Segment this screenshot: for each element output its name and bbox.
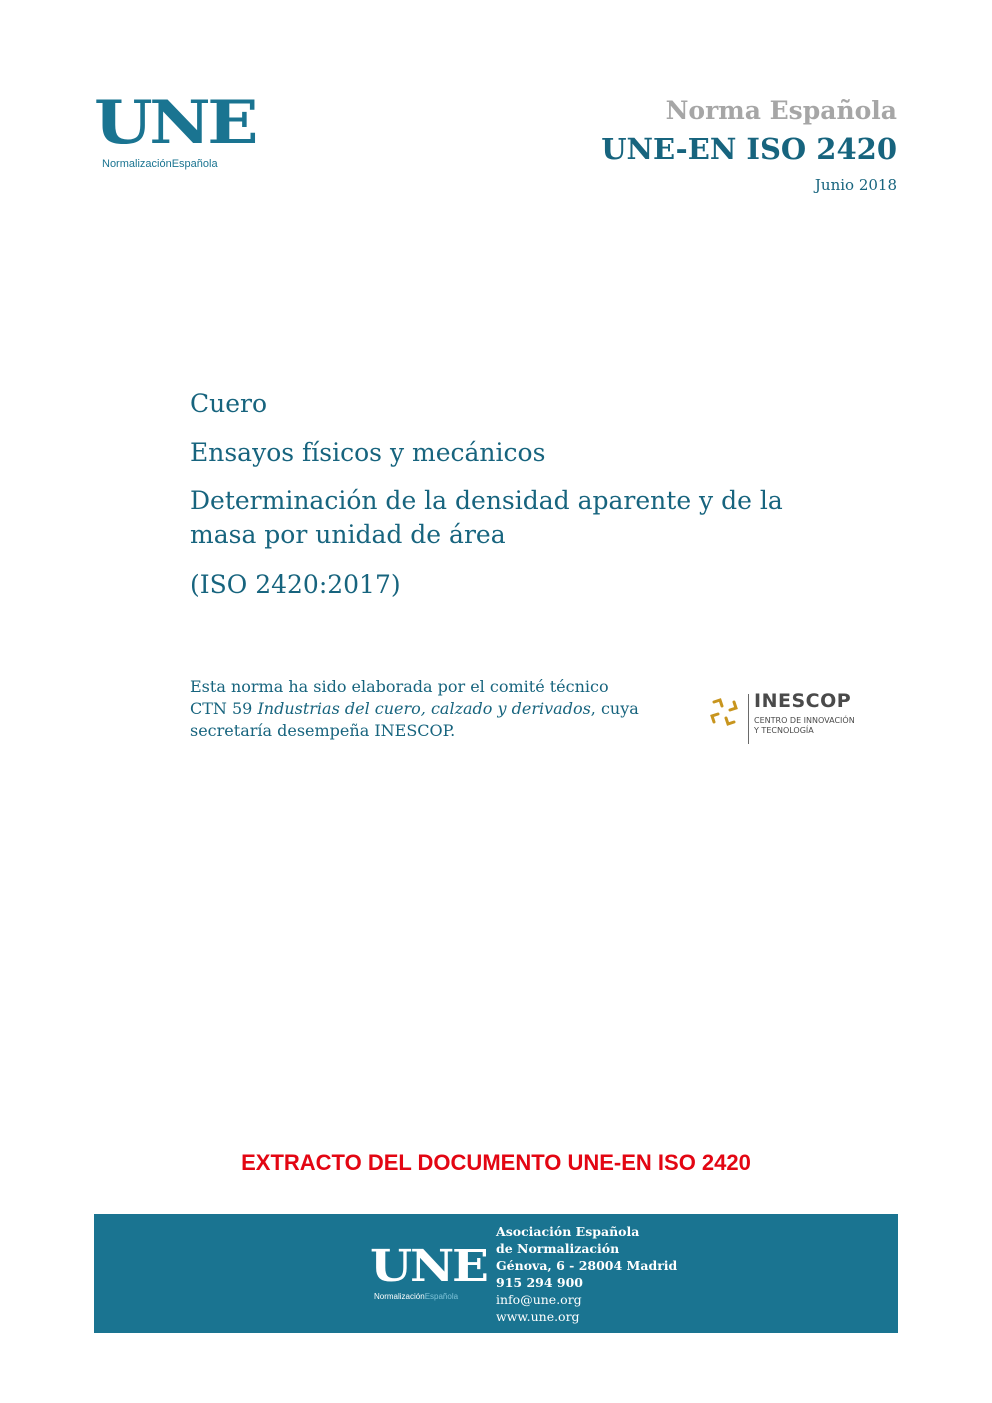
inescop-tagline-2: Y TECNOLOGÍA (754, 726, 814, 735)
inescop-tagline-1: CENTRO DE INNOVACIÓN (754, 716, 855, 725)
title-main: Determinación de la densidad aparente y de la masa por unidad de área (190, 486, 783, 549)
title-iso-reference: (ISO 2420:2017) (190, 570, 401, 599)
norma-code: UNE-EN ISO 2420 (601, 132, 897, 166)
une-logo-tagline (102, 158, 218, 170)
inescop-logo (708, 692, 888, 748)
norma-label: Norma Española (665, 96, 897, 125)
address: Génova, 6 - 28004 Madrid (496, 1258, 678, 1273)
org-name-line1: Asociación Española (496, 1224, 640, 1239)
tagline-part1: Normalización (102, 158, 172, 170)
email-link[interactable]: info@une.org (496, 1292, 582, 1307)
committee-statement (190, 676, 660, 742)
inescop-mark-icon (708, 696, 740, 728)
org-name-line2: de Normalización (496, 1241, 620, 1256)
title-subject: Cuero (190, 389, 268, 418)
title-category: Ensayos físicos y mecánicos (190, 438, 546, 467)
footer-tagline-part2: Española (424, 1292, 459, 1301)
une-footer-logo (370, 1241, 487, 1306)
une-footer-logo-tagline (374, 1292, 458, 1301)
inescop-divider (748, 694, 749, 744)
committee-ctn-name: Industrias del cuero, calzado y derivados (257, 699, 591, 718)
norma-date: Junio 2018 (814, 176, 897, 194)
contact-block (496, 1223, 677, 1325)
tagline-part2: Española (171, 158, 218, 170)
committee-ctn-prefix: CTN 59 (190, 699, 258, 718)
extract-notice: EXTRACTO DEL DOCUMENTO UNE-EN ISO 2420 (241, 1150, 751, 1175)
committee-line3: secretaría desempeña INESCOP. (190, 721, 456, 740)
une-logo-mark: UNE (94, 88, 256, 158)
footer-band (94, 1214, 898, 1333)
phone: 915 294 900 (496, 1275, 583, 1290)
committee-line1: Esta norma ha sido elaborada por el comité técnico (190, 677, 609, 696)
committee-ctn-suffix: , cuya (590, 699, 639, 718)
une-footer-logo-mark: UNE (370, 1241, 487, 1292)
inescop-name: INESCOP (754, 690, 852, 712)
une-logo (94, 88, 256, 174)
footer-tagline-part1: Normalización (374, 1292, 425, 1301)
web-link[interactable]: www.une.org (496, 1309, 580, 1324)
